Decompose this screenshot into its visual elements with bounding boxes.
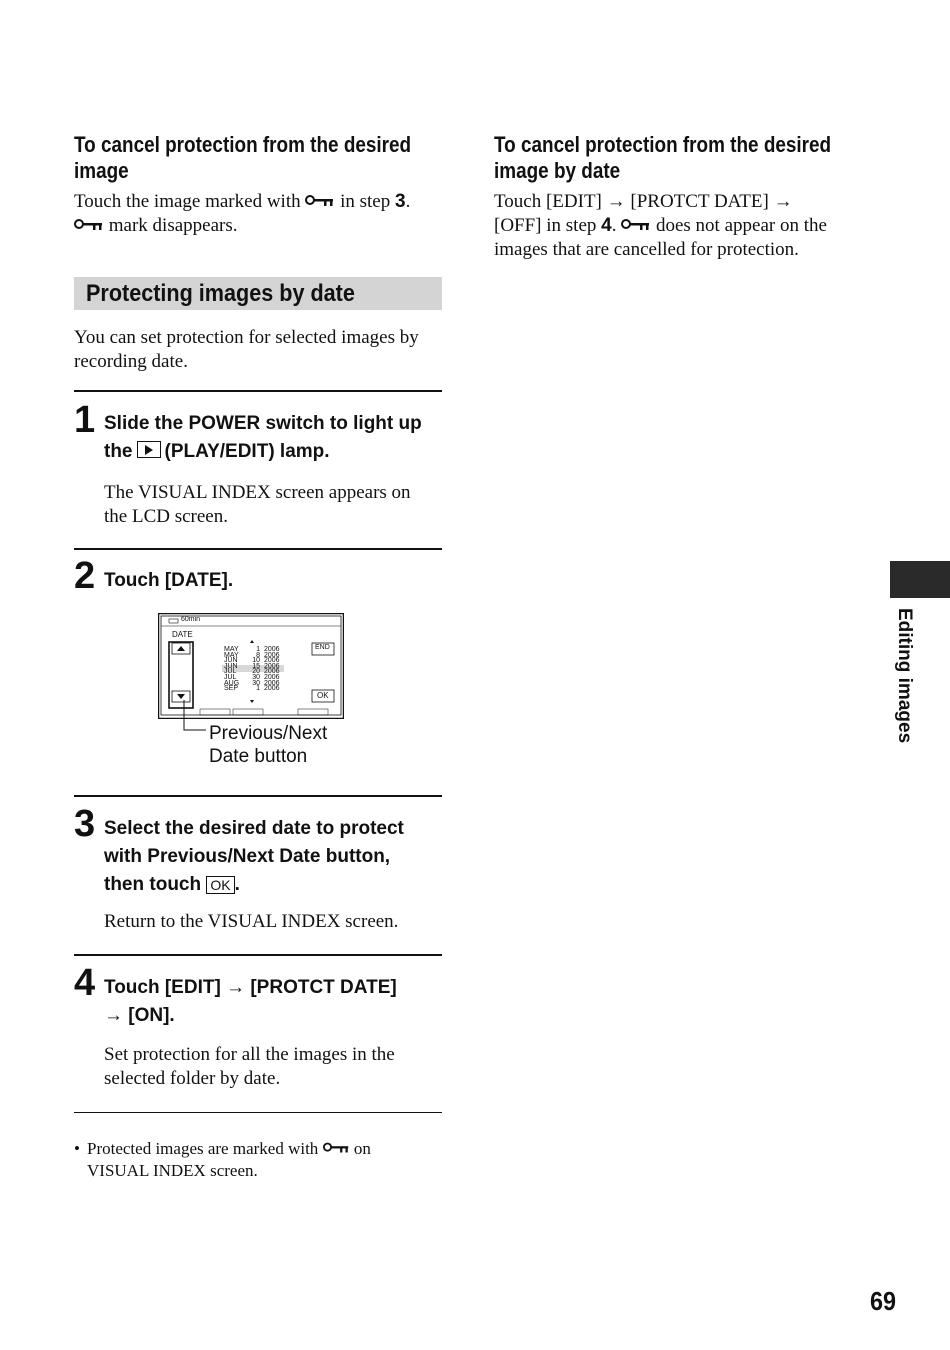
lcd-year: 2006 (264, 673, 280, 681)
text: on (353, 1139, 371, 1158)
heading-line: To cancel protection from the desired (494, 132, 832, 157)
step-title (104, 815, 449, 899)
step-number: 4 (74, 962, 96, 1004)
text: You can set protection for selected images by (74, 327, 419, 348)
lcd-year: 2006 (264, 685, 280, 693)
chapter-tab (890, 561, 950, 598)
step-title (104, 974, 449, 1030)
lcd-month: JUL (224, 673, 237, 681)
callout-caption (209, 722, 327, 768)
step-number: 3 (74, 803, 96, 845)
divider (74, 390, 442, 392)
text: in step (340, 191, 391, 212)
lcd-year: 2006 (264, 662, 280, 670)
text: the LCD screen. (104, 506, 228, 527)
cancel-protect-heading (74, 132, 411, 184)
key-icon (74, 219, 104, 231)
divider (74, 954, 442, 956)
text: Protected images are marked with (87, 1139, 319, 1158)
heading-line: image by date (494, 158, 621, 183)
title-text: the (104, 441, 133, 462)
lcd-date-label: DATE (172, 630, 193, 639)
key-icon (621, 219, 651, 231)
page-number: 69 (870, 1286, 897, 1316)
lcd-year: 2006 (264, 668, 280, 676)
text: Set protection for all the images in the (104, 1044, 395, 1065)
lcd-day: 30 (252, 679, 260, 687)
lcd-day: 8 (256, 651, 260, 659)
lcd-year: 2006 (264, 651, 280, 659)
text: selected folder by date. (104, 1068, 281, 1089)
lcd-year: 2006 (264, 646, 280, 653)
step-ref: 3 (395, 191, 406, 212)
lcd-month: MAY (224, 651, 239, 659)
text: Touch the image marked with (74, 191, 301, 212)
title-line: with Previous/Next Date button, (104, 846, 391, 867)
chapter-label-text: Editing images (894, 608, 915, 744)
title-text: (PLAY/EDIT) lamp. (164, 441, 330, 462)
title-text: . (234, 874, 240, 895)
step-title (104, 410, 449, 466)
lcd-ok-button[interactable]: OK (317, 691, 329, 700)
section-title: Protecting images by date (86, 280, 355, 307)
cancel-protect-text (74, 190, 454, 238)
divider (74, 795, 442, 797)
text: recording date. (74, 351, 188, 372)
text: does not appear on the (655, 215, 827, 236)
caption-line: Previous/Next (209, 723, 328, 744)
chapter-label (893, 608, 917, 744)
lcd-day: 10 (252, 657, 260, 665)
lcd-date-list (224, 647, 280, 692)
lcd-day: 20 (252, 668, 260, 676)
lcd-day: 15 (252, 662, 260, 670)
lcd-date-row[interactable] (224, 686, 280, 692)
lcd-month: JUN (224, 662, 238, 670)
title-line: → [ON]. (104, 1005, 175, 1026)
title-line: Select the desired date to protect (104, 818, 404, 839)
lcd-year: 2006 (264, 679, 280, 687)
text: mark disappears. (108, 215, 238, 236)
text: images that are cancelled for protection. (494, 239, 799, 260)
bullet: • (74, 1139, 80, 1158)
section-intro (74, 326, 454, 374)
cancel-protect-by-date-heading (494, 132, 831, 184)
text: [OFF] in step (494, 215, 597, 236)
step-ref: 4 (601, 215, 612, 236)
text: . (405, 191, 411, 212)
text: . (611, 215, 617, 236)
cancel-protect-by-date-text (494, 190, 874, 262)
lcd-month: AUG (224, 679, 240, 687)
title-text: then touch (104, 874, 202, 895)
lcd-day: 1 (256, 685, 260, 693)
step-number: 2 (74, 555, 96, 597)
step-title: Touch [DATE]. (104, 570, 234, 591)
lcd-end-button[interactable]: END (315, 644, 330, 651)
ok-button-icon: OK (206, 876, 234, 894)
heading-line: image (74, 158, 129, 183)
divider (74, 548, 442, 550)
play-edit-icon (137, 441, 161, 458)
lcd-month: JUN (224, 657, 238, 665)
lcd-day: 30 (252, 673, 260, 681)
text: The VISUAL INDEX screen appears on (104, 482, 411, 503)
divider (74, 1112, 442, 1113)
lcd-day: 1 (256, 646, 260, 653)
step-number: 1 (74, 399, 96, 441)
note (74, 1138, 371, 1182)
lcd-month: JUL (224, 668, 237, 676)
text: Touch [EDIT] → [PROTCT DATE] → (494, 191, 793, 212)
step-body (104, 481, 449, 529)
key-icon (323, 1142, 350, 1154)
battery-indicator: 60min (181, 616, 201, 623)
lcd-year: 2006 (264, 657, 280, 665)
callout-line (178, 700, 208, 736)
lcd-month: MAY (224, 646, 239, 653)
title-line: Slide the POWER switch to light up (104, 413, 422, 434)
step-body (104, 1043, 449, 1091)
key-icon (305, 195, 335, 207)
text: VISUAL INDEX screen. (87, 1161, 258, 1180)
caption-line: Date button (209, 746, 308, 767)
lcd-month: SEP (224, 685, 239, 693)
title-line: Touch [EDIT] → [PROTCT DATE] (104, 977, 397, 998)
heading-line: To cancel protection from the desired (74, 132, 412, 157)
step-body: Return to the VISUAL INDEX screen. (104, 911, 399, 932)
